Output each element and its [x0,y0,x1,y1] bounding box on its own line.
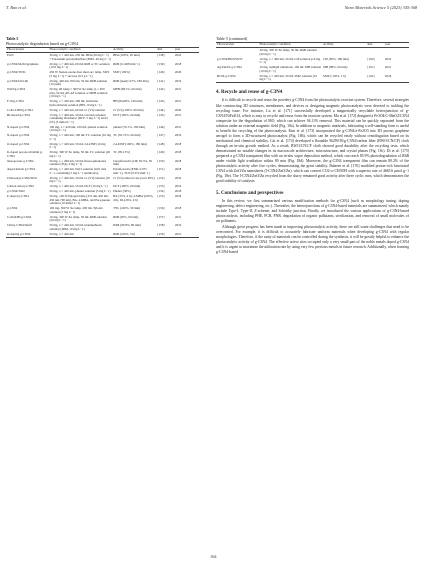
table-cell: 2021 [174,99,182,104]
table-cell: 50 mg, λ > 420 nm [48,232,112,237]
table-cell: 20 mg, λ > 420 nm, phenol solution (5 mg L−1) [49,189,111,194]
table-cell: Ciprofloxacin (CIP, 92.3%, 50 min) [113,158,152,167]
table-row [216,48,409,57]
table-cell: 100 mg, 300 W Xe lamp, 200 mL Tylosin solution (5 mg L−1) [49,206,103,214]
table-cell: RhB (95%, 60 min) [113,214,139,219]
table-cell: 2019 [174,184,182,189]
column-header: Photocatalytic condition [258,43,322,48]
table-cell: 15 mg, λ > 400 nm, 50 mL reaction solution containing diclofenac (DCF, 5 mg L−1) and S (IV) (5 mmol L−1) [49,112,109,124]
table-cell: N-doped g-C3N4 [7,124,30,129]
table-cell: [148] [157,141,165,146]
table-cell: Cr (VI) removal rate (over 90%) [113,175,155,180]
table-cell: DCF (100%, 60 min) [113,112,141,117]
table-row [6,223,199,232]
table-cell: 2,4-DNP (100%, 180 min) [113,141,147,146]
table-cell: [159] [157,232,174,237]
table-cell: g-C3N4 [7,206,18,211]
table-cell: 30 mg, 300 W Xe lamp, 30 mL RhB solution (20 mg L−1) [259,48,317,56]
table-cell: [140] [157,70,165,75]
page-number: 364 [210,554,217,559]
table-cell: 2019 [384,56,392,61]
table-caption-title: Table 5 [6,36,19,41]
table-cell: [157] [157,214,165,219]
table-cell: CDs/g-C3N4/SnO2 [7,223,32,228]
table-cell: [150] [157,158,165,163]
column-header: Activity [322,43,366,48]
table-cell: 2021 [174,124,182,129]
table-cell: Chitosan/g-C3N4/TiO2 [7,175,37,180]
table-cell: K-doped porous ultrathin g-C3N4 [7,150,43,158]
table-cell: 30 mg, λ > 420 nm, 250 mL BPA (20 mg L−1) + Potassium peroxydisulfate (PMS, 40 mg L−1) [49,53,111,61]
table-row [6,194,199,206]
table-cell: 2018 [384,74,409,83]
table-cell: RhB (nearly 97%, 180 min) [113,78,149,83]
table-cell: TC (81.72%, 60 min) [113,133,141,138]
body-paragraph: Although great progress has been made in improving photocatalytic activity, there are still some challenges that need to be overcomed. For example, it is difficult to accurately fabricate uniform materials when developing g-C3N4 with regular morphologies. Therefore, if the unity of materials can be controlled during the synthesis, it will be greatly helpful to enhance the photocatalytic activity of g-C3N4. The effective active sites occupied only a very small part of the noble metals doped g-C3N4 and it is urgent to maximize the utilization rate by using very few precious metals in future research. Additionally, when forming g-C3N4-based [216,224,409,254]
table-cell: 2021 [174,214,182,219]
table-cell: 20 mg, 420 nm-760 nm, 50 mL RhB solution (10 ppm) [49,78,108,87]
table-cell: Enrofloxacin (ENR, 0.075 min−1), TCN (0.072 min−1) [113,167,150,175]
table-row [6,151,199,160]
table-cell: [138] [157,53,165,58]
table-cell: 20 mg, λ > 400 nm, 60 mL RhB or TC solution (10.0 mg L−1) [49,61,110,70]
table-cell: [158] [157,223,165,228]
table-cell [384,48,409,57]
table-cell: [147] [157,133,165,138]
running-header-journal: Nano Materials Science 5 (2023) 345-368 [344,5,417,10]
table-row [6,87,199,99]
table-cell: g-C3N4/TiO2 [7,189,25,194]
table-cell: doped metals g-C3N4 [7,167,35,172]
column-header: Activity [112,48,156,53]
table-cell: [139] [157,61,165,66]
table-cell: Carbon dots/g-C3N4 [7,184,34,189]
table-cell: 2020 [174,107,182,112]
table-row [6,70,199,79]
table-cell: 2016 [174,78,182,83]
table-cell: 2018 [174,189,182,194]
table-cell: 450 W Xenon-ozone-free short-arc lamp, SMT (5 mg L−1) + sucrose (0.2 g L−1) [49,70,110,78]
table-cell: O-doped g-C3N4 [7,141,30,146]
table-row [6,113,199,125]
table-cell: 2020 [174,70,182,75]
table-cell [367,48,384,57]
table-row [216,65,409,74]
table-cell: phenol (70.1%, 180 min) [113,124,146,129]
table-cell: O-doping g-C3N4 [6,232,48,237]
column-header: Photocatalyst [216,43,258,48]
table-cell: [156] [157,206,165,211]
column-header: Ref. [157,48,174,53]
table-body [6,53,199,237]
table-continued-caption: Table 5 (continued) [216,36,248,41]
table-cell: [144] [157,107,165,112]
table-cell: [145] [157,112,165,117]
table-cell: RhB (100%, 3 h) [112,232,156,237]
table-cell: CoFe-LDH/g-C3N4 [7,107,33,112]
table-cell: [142] [157,87,165,92]
body-paragraph: It is difficult to recycle and reuse the powdery g-C3N4 from the photocatalytic reaction system. Therefore, several strategies like constructing 3D structures, membranes, and devices or designing magnetic photocatalysts were devoted to tackling the recycling issue. For instance, Lu et al. [171] successfully developed a magnetically recyclable heterojunction of g-C3N4/NiFe2O4, which is easy to recycle and reuse from the reaction system. Ma et al. [172] designed a Fe3O4/C-MnO2/C3N4 composite for the degradation of MO, which can achieve 94.11% removal. This material can be quickly separated from the solution under an external magnetic field (Fig. 18a). In addition to magnetic materials, fabricating a self-standing form is useful to benefit the recycling of the photocatalysts. Kim et al. [173] incorporated the g-C3N4/a-Fe2O3 into 3D porous graphene aerogel to form a 3D-structured photocatalyst (Fig. 18b), which can be recycled easily without centrifugation based on its mechanical and chemical stability. Cai et al. [174] developed a floatable Bi2WO6/g-C3N4/carbon fiber (BWO/CN/CF) cloth through an in-situ growth method. As a result, BWO/CN/CF cloth showed good durability after the recycling tests, which demonstrated no notable changes in its macroscale architecture, microstructure, and crystal phases (Fig. 18c). Di et al. [175] prepared a g-C3N4 transparent film with an in-situ vapor deposition method, which can reach 85.9% photodegradation of RhB under visible light irradiation within 80 min (Fig. 18d). Moreover, the g-C3N4 transparent film can remain 80.2% of the photocatalytic activity after five cycles, demonstrating the great stability. Balaeee et al. [176] modified proton-rich functional C3N4 with ZnO/Zn nanosheets (I-C3N4/ZnO/Zn), which can convert CO2 to CH3OH with a superior rate of 4665.6 μmol g−1 (Fig. 18e). The I-C3N4/ZnO/Zn recycled from the slurry remained good activity after three cyclic runs, which demonstrates the good stability of catalysts. [216,98,409,184]
table-cell: 10 mg, λ > 400 nm, 50 mL DCF (10 mg L−1) [49,184,108,189]
table-cell: 2021 [174,232,199,237]
right-column [216,36,409,255]
table-cell: [152] [157,175,165,180]
table-cell: RhB (0.1268 min−1) [113,61,140,66]
table-cell: 30 mg, λ > 420 nm, 50 mL Cr (VI) solution (10 mg L−1) [49,175,110,184]
table-cell: 2022 [174,53,182,58]
table-cell: 2019 [174,175,182,180]
table-cell: SMT (100%) [113,70,130,75]
table-cell [322,48,366,57]
table-cell: [155] [157,193,165,198]
table-cell: [143] [157,99,165,104]
table-cell: [151] [157,167,165,172]
table-cell: BCM-g-C3N4 [216,74,258,83]
table-cell: Co3O4/Bi/g-C3N4 [7,214,32,219]
table-cell: 2021 [384,65,392,70]
table-cell: P-doped g-C3N4 [7,193,29,198]
table-cell: [160] [367,56,375,61]
table-cell: 2019 [174,133,182,138]
column-header: Photocatalyst [6,48,48,53]
degradation-table [6,47,199,238]
table-cell: 50 mg, λ > 420 nm, 300 mL berberine hydrochloride solution (BH, 10 mg L−1) [49,99,102,107]
column-header: Ref. [367,43,384,48]
table-cell: 50 mg, λ > 420 nm, 50 mL indomethacin solution (IDM, 10 mg L−1) [49,223,102,231]
table-cell: Bi-doped/g-C3N4 [7,112,31,117]
table-cell: MB (98%, 60 min) [323,65,348,70]
table-cell: mesoporous g-C3N4 [7,158,34,163]
table-cell: Cr (VI) (100%, 90 min) [113,107,144,112]
table-cell: 2019 [174,223,182,228]
running-header-authors: T. Bao et al. [6,5,27,10]
table-cell: 10 mg, sunlight radiations, 100 mL MB solution (10 mg L−1) [259,65,322,73]
table-cell: BH (84.68%, 120 min) [113,99,143,104]
table-row [6,134,199,143]
column-header: Photocatalytic condition [48,48,112,53]
table-cell: 10 mg, 300 W Xe lamp, 50 mL RhB solution (20 mg L−1) [49,214,107,223]
table-row [6,232,199,237]
table-cell: g-C3N4/MoS2/graphene [7,61,39,66]
section-heading: 5. Conclusions and perspectives [216,191,284,197]
table-cell: g-C3N4/UiO-66 [7,78,28,83]
table-cell: N-doped g-C3N4 [7,133,30,138]
table-cell: 50 mg, 100 W halogen lamp (315 nm-430 nm, 450 nm-700 nm), BA, 4-MBA, and PA aqueous solution (10 mmol L−1) [49,193,111,206]
table-cell: [161] [367,65,375,70]
table-cell: 100 mg, λ > 420 nm, 100 mL phenol solution (10 mg L−1) [49,124,108,133]
table-row [216,74,409,83]
table-row [6,215,199,224]
table-cell: [162] [367,74,384,83]
table-cell: 2021 [174,87,182,92]
left-column [6,36,199,238]
table-cell: 20 mg, λ > 420 nm, 50 mL 2,4-DNP (10 mg L−1) [49,141,106,150]
table-row [6,53,199,62]
table-cell: 50 mg, λ > 420 nm, 60 mL Cr (VI) solution [49,107,105,112]
table-cell: CIP (85%, 180 min) [323,56,349,61]
table-cell: 2018 [174,167,182,172]
table-cell: 2018 [174,158,182,163]
table-caption [6,36,199,46]
table-cell [216,48,258,57]
table-cell: Phenol (30%) [113,189,131,194]
table-cell: IDM (90.8%, 80 min) [113,223,142,228]
table-cell: EGN [7,53,14,58]
table-cell: g-C3N4/BiOI/WO3 [217,56,243,61]
table-row [6,100,199,109]
table-cell: 10 mg, λ > 400 nm, 50 mL CIP solution (10 mg L−1) [259,56,321,65]
table-cell: [146] [157,124,165,129]
column-header: year [384,43,409,48]
table-caption-text: Photocatalytic degradation based on g-C3N4. [6,41,79,46]
table-cell: 40 mg, λ > 420 nm, NaCl solution (0.01 mol L−1, containing 5 mg L−1 antibiotics) [49,167,107,175]
table-cell: MPB (98.1%, 60 min) [113,87,142,92]
table-cell: 50 mg, λ > 420 nm, 100 mL TC solution (10 mg L−1) [49,133,111,141]
table-cell: BA (33%, 4 h), 4-MBA (100%, 4 h), PA (26%, 4 h) [113,193,154,202]
table-cell: 50 mg, λ > 420 nm, 50 mL SMZ solution (10 mg L−1) [258,74,322,83]
table-cell: SMZ (~90%, 1 h) [322,74,366,83]
table-cell: TYL (100%, 30 min) [113,206,141,211]
table-cell: [149] [157,150,165,155]
table-cell: TC (85.13%) [113,150,130,155]
table-cell: [153] [157,184,165,189]
table-body [216,48,409,83]
table-cell: 50 mg, IR lamp > 300 W Xe lamp (λ = 400 nm), 50 mL AP-AP solution or MPB solution (10 mg L−1) [49,87,108,99]
table-cell: g-C3N4/TNTs [7,70,26,75]
table-cell: WO3/g-C3N4 [7,87,26,92]
table-cell: 2018 [174,150,182,155]
body-paragraph: In this review, we first summarized various modification methods for g-C3N4 (such as morphology tuning, doping engineering, defect engineering, etc.). Thereafter, the heterojunctions of g-C3N4-based materials are summarized, which mainly include Type-I, Type-II, Z-scheme, and Schottky junction. Finally, we introduced the various applications of g-C3N4-based photocatalysts, including PHE, PCR, PNR, degradation of organic pollutants, sterilization, and removal of small molecules of air pollutants. [216,199,409,224]
table-cell: [154] [157,189,165,194]
table-cell: 2018 [174,141,182,146]
table-cell: BPA (100%, 20 min) [113,53,140,58]
table-cell: 2018 [174,61,182,66]
table-cell: [141] [157,78,165,83]
table-row [6,168,199,177]
column-header: year [174,48,199,53]
section-heading: 4. Recycle and reuse of g-C3N4 [216,90,283,96]
table-row [6,206,199,215]
table-cell: DCF (100%, 60 min) [113,184,141,189]
table-cell: Ag/ZnO/S-g-C3N4 [217,65,242,70]
table-cell: 30 mg, 300 W Xe lamp, 50 mL TC solution (20 mg L−1) [49,150,111,158]
table-cell: F-Si/g-C3N4 [7,99,24,104]
table-cell: 2018 [174,206,182,211]
table-cell: 50 mg, λ = 290 nm, 50 mL fluoroquinolones solution (FQs, 4 mg L−1) [49,158,107,167]
degradation-table-continued [216,42,409,83]
table-cell: 2021 [174,112,182,117]
table-cell: 2018 [174,193,182,198]
